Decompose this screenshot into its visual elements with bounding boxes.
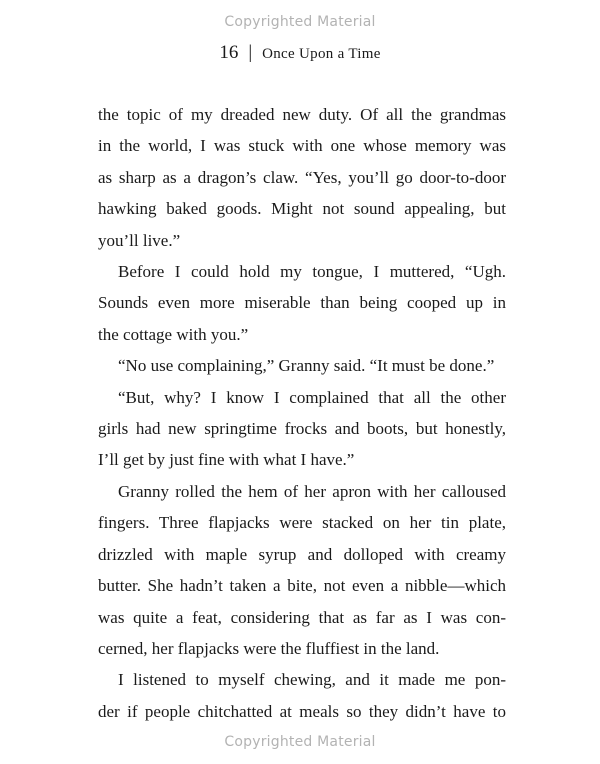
text-line: as sharp as a dragon’s claw. “Yes, you’ll go door-to-door — [98, 167, 506, 187]
text-line: you’ll live.” — [98, 230, 181, 250]
text-line: was quite a feat, considering that as far as I was con- — [98, 607, 506, 627]
text-line: “No use complaining,” Granny said. “It must be done.” — [118, 356, 495, 376]
text-line: cerned, her flapjacks were the fluffiest in the land. — [98, 638, 440, 658]
book-title: Once Upon a Time — [262, 46, 381, 62]
text-line: Granny rolled the hem of her apron with her calloused — [118, 481, 506, 501]
text-line: “But, why? I know I complained that all the other — [118, 387, 506, 407]
running-head — [0, 42, 600, 64]
copyright-watermark-bottom: Copyrighted Material — [224, 734, 376, 750]
text-line: in the world, I was stuck with one whose memory was — [98, 136, 506, 156]
body-text — [98, 99, 506, 727]
copyright-watermark-top: Copyrighted Material — [224, 14, 376, 30]
text-line: fingers. Three flapjacks were stacked on her tin plate, — [98, 513, 506, 533]
text-line: I listened to myself chewing, and it made me pon- — [118, 670, 506, 690]
header-separator: | — [248, 42, 253, 63]
text-line: drizzled with maple syrup and dolloped with creamy — [98, 544, 506, 564]
text-line: Sounds even more miserable than being cooped up in — [98, 293, 506, 313]
text-line: hawking baked goods. Might not sound appealing, but — [98, 199, 506, 219]
page-number: 16 — [219, 42, 239, 63]
text-line: der if people chitchatted at meals so they didn’t have to — [98, 701, 506, 721]
text-line: girls had new springtime frocks and boots, but honestly, — [98, 419, 506, 439]
text-line: the topic of my dreaded new duty. Of all the grandmas — [98, 105, 506, 124]
text-line: Before I could hold my tongue, I muttered, “Ugh. — [118, 262, 506, 282]
text-line: I’ll get by just fine with what I have.” — [98, 450, 355, 470]
text-line: butter. She hadn’t taken a bite, not even a nibble—which — [98, 576, 506, 596]
text-line: the cottage with you.” — [98, 324, 249, 344]
